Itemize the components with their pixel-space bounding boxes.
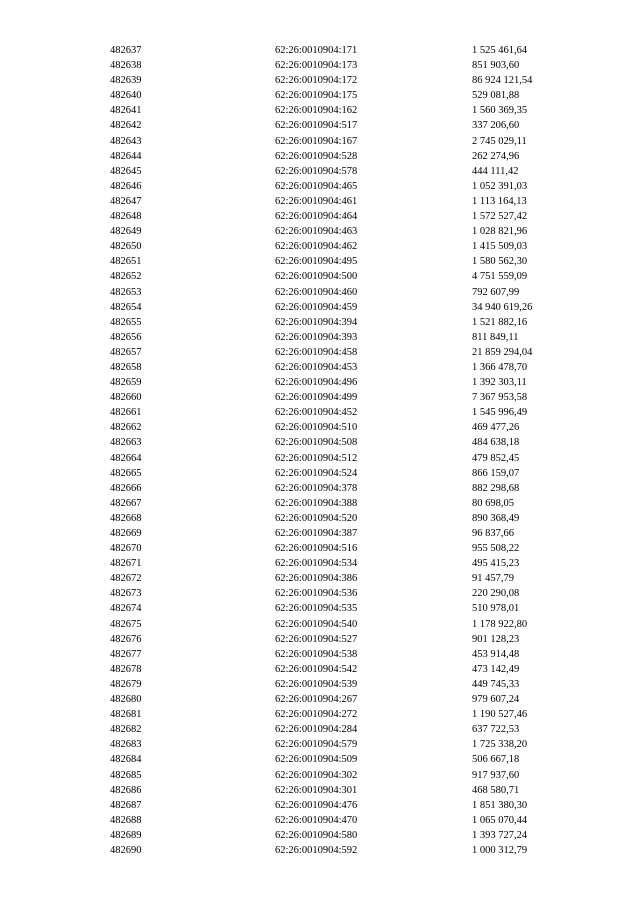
table-row [0,798,640,813]
table-row [0,632,640,647]
table-row [0,103,640,118]
cadastral-value: 1 392 303,11 [472,377,527,389]
cadastral-number: 62:26:0010904:272 [275,709,358,721]
row-number: 482689 [110,829,142,841]
row-number: 482657 [110,346,142,358]
table-row [0,164,640,179]
cadastral-number: 62:26:0010904:173 [275,60,358,72]
cadastral-value: 917 937,60 [472,769,520,781]
row-number: 482681 [110,709,142,721]
cadastral-value: 866 159,07 [472,467,520,479]
table-row [0,511,640,526]
table-row [0,58,640,73]
row-number: 482670 [110,543,142,555]
row-number: 482680 [110,694,142,706]
table-row [0,647,640,662]
cadastral-value: 473 142,49 [472,663,520,675]
cadastral-number: 62:26:0010904:171 [275,45,358,56]
row-number: 482644 [110,150,142,162]
table-row [0,451,640,466]
row-number: 482666 [110,482,142,494]
table-row [0,737,640,752]
row-number: 482690 [110,844,142,856]
cadastral-number: 62:26:0010904:592 [275,844,358,856]
cadastral-value: 1 725 338,20 [472,739,528,751]
cadastral-number: 62:26:0010904:540 [275,618,358,630]
row-number: 482664 [110,452,142,464]
table-row [0,828,640,843]
row-number: 482678 [110,663,142,675]
cadastral-value: 337 206,60 [472,120,520,132]
table-row [0,224,640,239]
table-row [0,194,640,209]
cadastral-number: 62:26:0010904:539 [275,678,358,690]
table-row [0,496,640,511]
cadastral-value: 1 580 562,30 [472,256,528,268]
row-number: 482676 [110,633,142,645]
row-number: 482688 [110,814,142,826]
row-number: 482684 [110,754,142,766]
cadastral-value: 1 393 727,24 [472,829,528,841]
cadastral-number: 62:26:0010904:527 [275,633,358,645]
table-row [0,360,640,375]
cadastral-number: 62:26:0010904:458 [275,346,358,358]
table-row [0,541,640,556]
row-number: 482641 [110,105,142,117]
row-number: 482674 [110,603,142,615]
table-row [0,390,640,405]
cadastral-number: 62:26:0010904:509 [275,754,358,766]
cadastral-number: 62:26:0010904:386 [275,573,358,585]
table-row [0,239,640,254]
table-row [0,768,640,783]
table-row [0,88,640,103]
table-row [0,118,640,133]
row-number: 482646 [110,180,142,192]
table-row [0,149,640,164]
row-number: 482655 [110,316,142,328]
cadastral-value: 1 545 996,49 [472,407,528,419]
cadastral-number: 62:26:0010904:499 [275,392,358,404]
row-number: 482645 [110,165,142,177]
cadastral-value-table [0,43,640,858]
row-number: 482672 [110,573,142,585]
row-number: 482660 [110,392,142,404]
cadastral-number: 62:26:0010904:301 [275,784,358,796]
table-row [0,707,640,722]
cadastral-number: 62:26:0010904:500 [275,271,358,283]
table-row [0,315,640,330]
row-number: 482650 [110,241,142,253]
row-number: 482640 [110,90,142,102]
cadastral-number: 62:26:0010904:512 [275,452,358,464]
cadastral-value: 1 028 821,96 [472,226,528,238]
cadastral-number: 62:26:0010904:528 [275,150,358,162]
cadastral-number: 62:26:0010904:378 [275,482,358,494]
table-row [0,601,640,616]
cadastral-value: 506 667,18 [472,754,520,766]
table-row [0,783,640,798]
cadastral-number: 62:26:0010904:508 [275,437,358,449]
cadastral-value: 1 415 509,03 [472,241,528,253]
cadastral-value: 86 924 121,54 [472,75,533,87]
cadastral-value: 1 851 380,30 [472,799,528,811]
cadastral-value: 510 978,01 [472,603,520,615]
cadastral-value: 262 274,96 [472,150,520,162]
table-row [0,405,640,420]
row-number: 482671 [110,558,142,570]
cadastral-value: 96 837,66 [472,528,514,539]
row-number: 482665 [110,467,142,479]
row-number: 482656 [110,331,142,343]
cadastral-value: 1 521 882,16 [472,316,528,328]
row-number: 482659 [110,377,142,389]
cadastral-value: 1 065 070,44 [472,814,528,826]
row-number: 482643 [110,135,142,147]
row-number: 482658 [110,361,142,373]
cadastral-number: 62:26:0010904:534 [275,558,358,570]
row-number: 482663 [110,437,142,449]
row-number: 482661 [110,407,142,419]
cadastral-number: 62:26:0010904:460 [275,286,358,298]
row-number: 482662 [110,422,142,434]
cadastral-number: 62:26:0010904:302 [275,769,358,781]
table-row [0,481,640,496]
row-number: 482654 [110,301,142,313]
cadastral-value: 637 722,53 [472,724,520,736]
table-row [0,556,640,571]
table-row [0,813,640,828]
table-row [0,73,640,88]
cadastral-value: 1 525 461,64 [472,45,528,56]
table-row [0,209,640,224]
row-number: 482651 [110,256,142,268]
cadastral-number: 62:26:0010904:462 [275,241,358,253]
cadastral-value: 1 052 391,03 [472,180,528,192]
table-row [0,300,640,315]
cadastral-number: 62:26:0010904:387 [275,528,358,539]
cadastral-value: 1 178 922,80 [472,618,528,630]
table-row [0,269,640,284]
row-number: 482649 [110,226,142,238]
cadastral-number: 62:26:0010904:517 [275,120,358,132]
row-number: 482687 [110,799,142,811]
cadastral-number: 62:26:0010904:172 [275,75,358,87]
table-row [0,466,640,481]
cadastral-value: 34 940 619,26 [472,301,533,313]
cadastral-number: 62:26:0010904:495 [275,256,358,268]
cadastral-number: 62:26:0010904:167 [275,135,358,147]
table-row [0,179,640,194]
table-row [0,375,640,390]
cadastral-number: 62:26:0010904:535 [275,603,358,615]
cadastral-number: 62:26:0010904:453 [275,361,358,373]
cadastral-number: 62:26:0010904:510 [275,422,358,434]
table-row [0,692,640,707]
table-row [0,420,640,435]
table-row [0,586,640,601]
cadastral-number: 62:26:0010904:393 [275,331,358,343]
row-number: 482673 [110,588,142,600]
row-number: 482682 [110,724,142,736]
cadastral-number: 62:26:0010904:459 [275,301,358,313]
cadastral-value: 91 457,79 [472,573,514,585]
cadastral-value: 1 572 527,42 [472,211,528,223]
cadastral-number: 62:26:0010904:463 [275,226,358,238]
table-row [0,285,640,300]
cadastral-value: 811 849,11 [472,331,519,343]
cadastral-number: 62:26:0010904:542 [275,663,358,675]
row-number: 482669 [110,528,142,539]
row-number: 482668 [110,512,142,524]
row-number: 482683 [110,739,142,751]
row-number: 482686 [110,784,142,796]
row-number: 482667 [110,497,142,509]
table-row [0,571,640,586]
row-number: 482637 [110,45,142,56]
cadastral-number: 62:26:0010904:162 [275,105,358,117]
cadastral-number: 62:26:0010904:452 [275,407,358,419]
cadastral-value: 1 113 164,13 [472,195,527,207]
cadastral-number: 62:26:0010904:516 [275,543,358,555]
cadastral-value: 4 751 559,09 [472,271,528,283]
table-row [0,843,640,858]
cadastral-value: 1 190 527,46 [472,709,528,721]
cadastral-value: 7 367 953,58 [472,392,528,404]
table-row [0,254,640,269]
cadastral-value: 484 638,18 [472,437,520,449]
cadastral-value: 1 560 369,35 [472,105,528,117]
cadastral-value: 979 607,24 [472,694,520,706]
table-row [0,435,640,450]
cadastral-number: 62:26:0010904:284 [275,724,358,736]
table-row [0,345,640,360]
cadastral-value: 851 903,60 [472,60,520,72]
cadastral-value: 955 508,22 [472,543,520,555]
row-number: 482642 [110,120,142,132]
row-number: 482679 [110,678,142,690]
row-number: 482653 [110,286,142,298]
row-number: 482652 [110,271,142,283]
cadastral-number: 62:26:0010904:524 [275,467,358,479]
cadastral-value: 80 698,05 [472,497,514,509]
table-row [0,662,640,677]
cadastral-number: 62:26:0010904:464 [275,211,358,223]
cadastral-value: 453 914,48 [472,648,520,660]
row-number: 482638 [110,60,142,72]
cadastral-value: 21 859 294,04 [472,346,533,358]
cadastral-value: 890 368,49 [472,512,520,524]
row-number: 482639 [110,75,142,87]
cadastral-number: 62:26:0010904:580 [275,829,358,841]
cadastral-value: 468 580,71 [472,784,520,796]
cadastral-value: 479 852,45 [472,452,520,464]
cadastral-number: 62:26:0010904:175 [275,90,358,102]
cadastral-value: 220 290,08 [472,588,520,600]
cadastral-value: 2 745 029,11 [472,135,527,147]
cadastral-value: 449 745,33 [472,678,520,690]
cadastral-value: 1 000 312,79 [472,844,528,856]
table-row [0,677,640,692]
cadastral-number: 62:26:0010904:461 [275,195,358,207]
table-row [0,134,640,149]
cadastral-number: 62:26:0010904:470 [275,814,358,826]
cadastral-value: 495 415,23 [472,558,520,570]
cadastral-number: 62:26:0010904:394 [275,316,358,328]
cadastral-number: 62:26:0010904:520 [275,512,358,524]
cadastral-number: 62:26:0010904:538 [275,648,358,660]
cadastral-number: 62:26:0010904:579 [275,739,358,751]
cadastral-number: 62:26:0010904:465 [275,180,358,192]
cadastral-value: 901 128,23 [472,633,520,645]
row-number: 482677 [110,648,142,660]
cadastral-number: 62:26:0010904:267 [275,694,358,706]
row-number: 482685 [110,769,142,781]
table-row [0,526,640,541]
table-row [0,43,640,58]
cadastral-value: 882 298,68 [472,482,520,494]
table-row [0,330,640,345]
cadastral-number: 62:26:0010904:496 [275,377,358,389]
cadastral-number: 62:26:0010904:536 [275,588,358,600]
table-row [0,752,640,767]
cadastral-value: 444 111,42 [472,165,519,177]
table-row [0,722,640,737]
row-number: 482647 [110,195,142,207]
cadastral-value: 469 477,26 [472,422,520,434]
row-number: 482648 [110,211,142,223]
cadastral-number: 62:26:0010904:388 [275,497,358,509]
cadastral-value: 529 081,88 [472,90,520,102]
row-number: 482675 [110,618,142,630]
table-row [0,617,640,632]
cadastral-number: 62:26:0010904:578 [275,165,358,177]
cadastral-value: 792 607,99 [472,286,520,298]
cadastral-value: 1 366 478,70 [472,361,528,373]
cadastral-number: 62:26:0010904:476 [275,799,358,811]
